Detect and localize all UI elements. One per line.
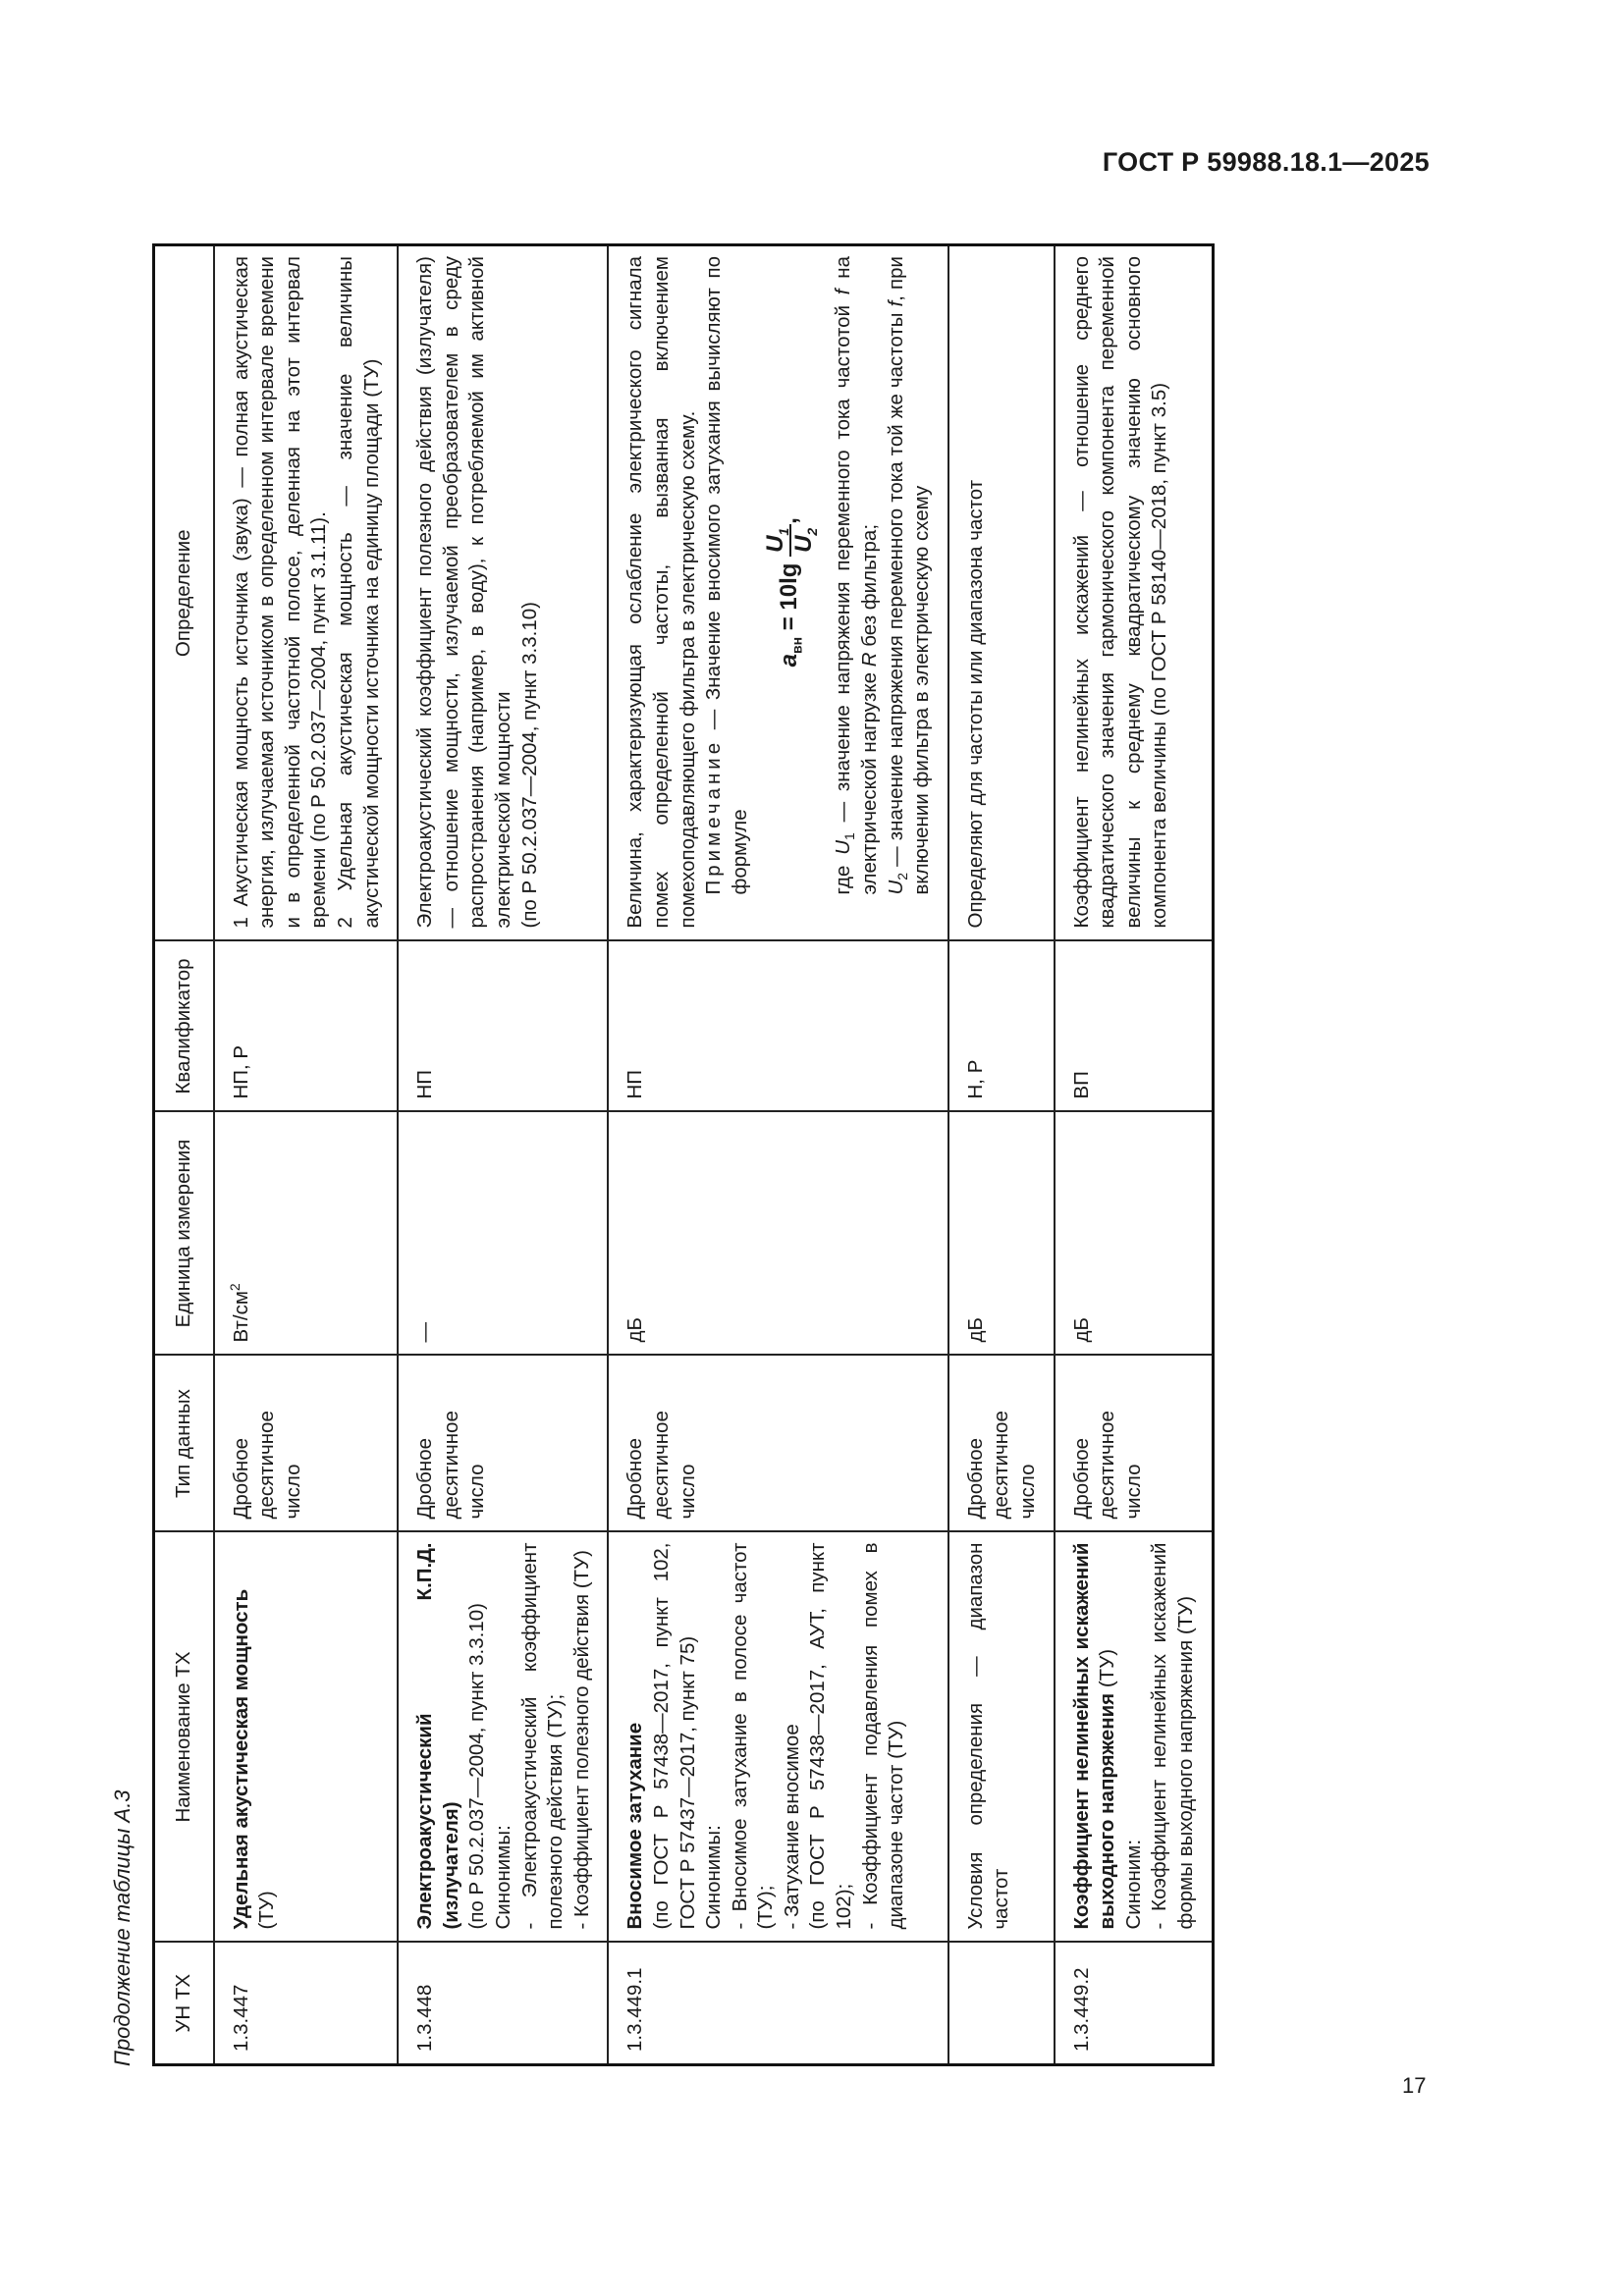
formula-where-2: $U_2$ — значение напряжения переменного тока той же частоты f, при включении фильтра в электрическую схему (884, 256, 934, 895)
cell-type: Дробное десятичное число (948, 1356, 1055, 1532)
standard-header: ГОСТ Р 59988.18.1—2025 (1102, 147, 1430, 177)
attenuation-formula (762, 256, 820, 929)
definition-line: Определяют для частоты или диапазона частот (963, 479, 987, 929)
rotated-page-content (108, 246, 1394, 2066)
formula-lhs-sub: вн (789, 636, 806, 655)
cell-definition (1055, 245, 1213, 941)
name-line: (по Р 50.2.037—2004, пункт 3.3.10) (465, 1603, 489, 1930)
formula-denominator: $U_2$ (789, 527, 820, 553)
cell-unit: дБ (1055, 1112, 1213, 1356)
column-header-qualifier: Квалификатор (154, 941, 214, 1112)
name-line: Синоним: (1121, 1839, 1145, 1930)
formula-fraction (762, 524, 820, 557)
cell-unit: дБ (608, 1112, 948, 1356)
formula-tail: , (776, 517, 803, 524)
page-number: 17 (1402, 2073, 1427, 2098)
cell-id: 1.3.447 (214, 1943, 399, 2065)
cell-qualifier: ВП (1055, 941, 1213, 1112)
table-caption: Продолжение таблицы А.3 (110, 1789, 135, 2066)
cell-id: 1.3.448 (398, 1943, 608, 2065)
cell-qualifier: НП, Р (214, 941, 399, 1112)
definition-line: 2 Удельная акустическая мощность — значение величины акустической мощности источника на единицу площади (ТУ) (333, 256, 383, 929)
name-line: Условия определения — диапазон частот (963, 1542, 1013, 1930)
cell-type: Дробное десятичное число (1055, 1356, 1213, 1532)
column-header-type: Тип данных (154, 1356, 214, 1532)
cell-type: Дробное десятичное число (214, 1356, 399, 1532)
definition-intro: Величина, характеризующая ослабление электрического сигнала помех определенной частоты, вызванная включением помехоподавляющего фильтра в электрическую схему. (623, 256, 699, 929)
name-heading (1069, 1543, 1121, 1930)
name-line: Синонимы: (491, 1825, 514, 1930)
cell-definition (214, 245, 399, 941)
name-line: - Коэффициент нелинейных искажений формы выходного напряжения (ТУ) (1148, 1542, 1197, 1930)
formula-op: = 10lg (776, 556, 803, 637)
cell-unit: дБ (948, 1112, 1055, 1356)
column-header-definition: Определение (154, 245, 214, 941)
cell-definition (398, 245, 608, 941)
name-bold-tail: (ТУ) (1096, 1648, 1119, 1693)
cell-definition (608, 245, 948, 941)
cell-name (214, 1532, 399, 1943)
cell-id (948, 1943, 1055, 2065)
definition-line: Коэффициент нелинейных искажений — отношение среднего квадратического значения гармонического компонента переменной величины к среднему квадратическому значению основного компонента величины (по ГОСТ Р 58140—2018, пункт 3.5) (1069, 256, 1171, 929)
cell-qualifier: Н, Р (948, 941, 1055, 1112)
column-header-unit: Единица измерения (154, 1112, 214, 1356)
definition-line: Электроакустический коэффициент полезного действия (излучателя) — отношение мощности, излучаемой преобразователем в среду распространения (например, в воду), к потребляемой им активной электрической мощности (413, 256, 514, 929)
column-header-name: Наименование ТХ (154, 1532, 214, 1943)
cell-name (1055, 1532, 1213, 1943)
definition-line: 1 Акустическая мощность источника (звука) — полная акустическая энергия, излучаемая источником в определенном интервале времени и в определенной частотной полосе, деленная на этот интервал времени (по Р 50.2.037—2004, пункт 3.1.11). (229, 256, 331, 929)
table-row (948, 245, 1055, 2065)
unit-superscript: 2 (226, 1283, 243, 1292)
name-bold: Удельная акустическая мощность (229, 1588, 252, 1930)
cell-id: 1.3.449.1 (608, 1943, 948, 2065)
note-text: — Значение вносимого затухания вычисляют по формуле (702, 256, 751, 895)
table-row (1055, 245, 1213, 2065)
name-line: - Вносимое затухание в полосе частот (ТУ); (728, 1542, 778, 1930)
cell-name (948, 1532, 1055, 1943)
name-line: - Коэффициент подавления помех в диапазоне частот (ТУ) (858, 1542, 908, 1930)
note-label: Примечание (702, 738, 726, 895)
name-line: (ТУ) (255, 1891, 279, 1930)
cell-name (398, 1532, 608, 1943)
name-line: - Затухание вносимое (780, 1724, 803, 1930)
table-header-row (154, 245, 214, 2065)
cell-type: Дробное десятичное число (608, 1356, 948, 1532)
formula-numerator: $U_1$ (763, 524, 791, 557)
cell-type: Дробное десятичное число (398, 1356, 608, 1532)
name-line: (по ГОСТ Р 57438—2017, пункт 102, ГОСТ Р 57437—2017, пункт 75) (649, 1542, 699, 1930)
table-row (608, 245, 948, 2065)
column-header-id: УН ТХ (154, 1943, 214, 2065)
definition-line: (по Р 50.2.037—2004, пункт 3.3.10) (517, 602, 541, 929)
table-row (398, 245, 608, 2065)
cell-definition (948, 245, 1055, 941)
definition-note (701, 256, 753, 929)
formula-where-1: где $U_1$ — значение напряжения переменного тока частотой f на электрической нагрузке R без фильтра; (832, 255, 882, 895)
characteristics-table (152, 243, 1215, 2066)
cell-unit: — (398, 1112, 608, 1356)
name-bold: Коэффициент нелинейных искажений выходного напряжения (1069, 1542, 1119, 1930)
unit-base: Вт/см (229, 1291, 252, 1343)
cell-id: 1.3.449.2 (1055, 1943, 1213, 2065)
cell-qualifier: НП (608, 941, 948, 1112)
formula-lhs: a (776, 654, 803, 667)
name-line: (по ГОСТ Р 57438—2017, АУТ, пункт 102); (806, 1542, 856, 1930)
cell-unit (214, 1112, 399, 1356)
name-line: - Электроакустический коэффициент полезного действия (ТУ); (517, 1542, 568, 1930)
cell-qualifier: НП (398, 941, 608, 1112)
name-line: Синонимы: (702, 1825, 726, 1930)
name-line: - Коэффициент полезного действия (ТУ) (569, 1549, 593, 1930)
table-row (214, 245, 399, 2065)
name-bold: Электроакустический К.П.Д. (излучателя) (413, 1542, 462, 1930)
cell-name (608, 1532, 948, 1943)
name-bold: Вносимое затухание (623, 1722, 647, 1930)
